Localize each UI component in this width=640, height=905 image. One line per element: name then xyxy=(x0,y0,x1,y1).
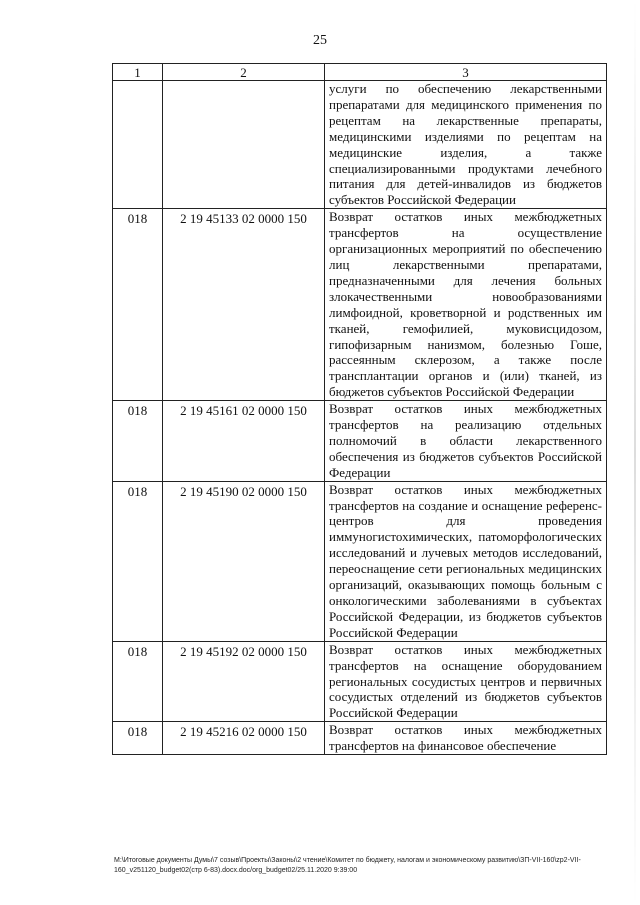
budget-table xyxy=(112,63,607,755)
admin-code-cell: 018 xyxy=(113,722,163,755)
kbk-code-cell: 2 19 45133 02 0000 150 xyxy=(163,209,325,401)
table-header-row xyxy=(113,64,607,81)
table-row xyxy=(113,209,607,401)
description-cell: Возврат остатков иных межбюджетных трансфертов на осуществление организационных мероприятий по обеспечению лиц лекарственными препаратами, предназначенными для лечения больных злокачественными новообразованиями лимфоидной, кроветворной и родственных им тканей, гемофилией, муковисцидозом, гипофизарным нанизмом, болезнью Гоше, рассеянным склерозом, а также после трансплантации органов и (или) тканей, из бюджетов субъектов Российской Федерации xyxy=(325,209,607,401)
description-cell: Возврат остатков иных межбюджетных трансфертов на оснащение оборудованием региональных сосудистых центров и первичных сосудистых отделений из бюджетов субъектов Российской Федерации xyxy=(325,641,607,722)
kbk-code-cell: 2 19 45190 02 0000 150 xyxy=(163,481,325,641)
file-path-footer: М:\Итоговые документы Думы\7 созыв\Проекты\Законы\2 чтение\Комитет по бюджету, налогам и экономическому развитию\ЗП-VII-160\zp2-VII-160_v251120_budget02(стр 6-83).docx.doc/org_budget02/25.11.2020 9:39:00 xyxy=(114,857,581,874)
header-col-2: 2 xyxy=(163,64,325,81)
table-row xyxy=(113,722,607,755)
kbk-code-cell xyxy=(163,81,325,209)
description-cell: Возврат остатков иных межбюджетных трансфертов на финансовое обеспечение xyxy=(325,722,607,755)
table-row xyxy=(113,81,607,209)
header-col-1: 1 xyxy=(113,64,163,81)
description-cell: Возврат остатков иных межбюджетных трансфертов на создание и оснащение референс-центров для проведения иммуногистохимических, патоморфологических исследований и лучевых методов исследований, переоснащение сети региональных медицинских организаций, оказывающих помощь больным с онкологическими заболеваниями в субъектах Российской Федерации, из бюджетов субъектов Российской Федерации xyxy=(325,481,607,641)
table-row xyxy=(113,641,607,722)
description-cell: услуги по обеспечению лекарственными препаратами для медицинского применения по рецептам на лекарственные препараты, медицинскими изделиями по рецептам на медицинские изделия, а также специализированными продуктами лечебного питания для детей-инвалидов из бюджетов субъектов Российской Федерации xyxy=(325,81,607,209)
header-col-3: 3 xyxy=(325,64,607,81)
table-row xyxy=(113,401,607,482)
kbk-code-cell: 2 19 45161 02 0000 150 xyxy=(163,401,325,482)
admin-code-cell xyxy=(113,81,163,209)
admin-code-cell: 018 xyxy=(113,481,163,641)
kbk-code-cell: 2 19 45216 02 0000 150 xyxy=(163,722,325,755)
page-number: 25 xyxy=(313,33,327,48)
admin-code-cell: 018 xyxy=(113,401,163,482)
table-row xyxy=(113,481,607,641)
scan-edge xyxy=(634,0,636,905)
kbk-code-cell: 2 19 45192 02 0000 150 xyxy=(163,641,325,722)
admin-code-cell: 018 xyxy=(113,209,163,401)
description-cell: Возврат остатков иных межбюджетных трансфертов на реализацию отдельных полномочий в области лекарственного обеспечения из бюджетов субъектов Российской Федерации xyxy=(325,401,607,482)
admin-code-cell: 018 xyxy=(113,641,163,722)
